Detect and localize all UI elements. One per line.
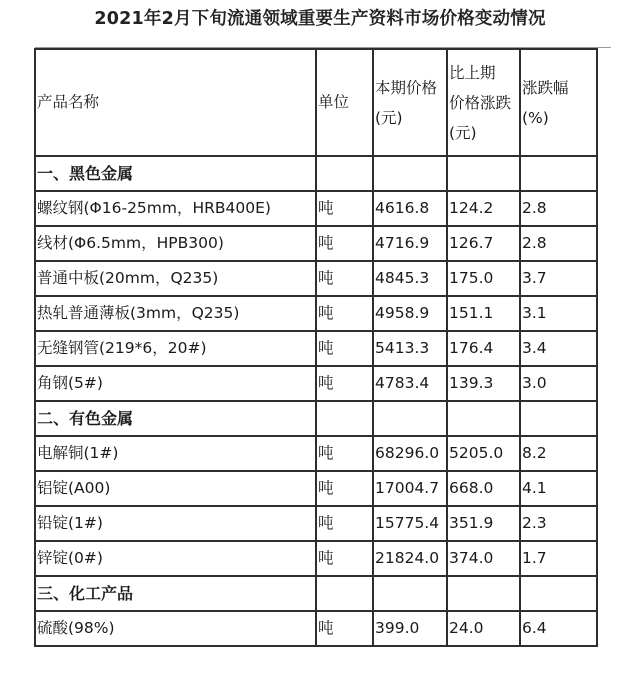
table-header-row <box>35 49 597 156</box>
cell-change: 5205.0 <box>447 436 520 471</box>
cell-product-name: 无缝钢管(219*6，20#) <box>35 331 316 366</box>
cell-unit: 吨 <box>316 436 373 471</box>
header-current-price-line2: (元) <box>375 108 403 127</box>
cell-price: 4716.9 <box>373 226 447 261</box>
cell-unit: 吨 <box>316 331 373 366</box>
cell-unit: 吨 <box>316 471 373 506</box>
cell-change: 139.3 <box>447 366 520 401</box>
cell-change: 668.0 <box>447 471 520 506</box>
table-row <box>35 506 597 541</box>
cell-pct: 6.4 <box>520 611 597 646</box>
cell-unit: 吨 <box>316 366 373 401</box>
table-row <box>35 541 597 576</box>
table-row <box>35 296 597 331</box>
header-product-name: 产品名称 <box>35 49 316 156</box>
cell-unit: 吨 <box>316 296 373 331</box>
cell-pct: 2.8 <box>520 191 597 226</box>
cell-pct: 3.0 <box>520 366 597 401</box>
table-row <box>35 261 597 296</box>
cell-change: 124.2 <box>447 191 520 226</box>
cell-price <box>373 576 447 611</box>
header-change-percent-line1: 涨跌幅 <box>522 78 569 97</box>
cell-change <box>447 576 520 611</box>
category-name: 二、有色金属 <box>35 401 316 436</box>
page-title: 2021年2月下旬流通领域重要生产资料市场价格变动情况 <box>94 9 546 29</box>
cell-change: 175.0 <box>447 261 520 296</box>
cell-product-name: 硫酸(98%) <box>35 611 316 646</box>
table-row <box>35 226 597 261</box>
cell-unit: 吨 <box>316 261 373 296</box>
cell-product-name: 普通中板(20mm，Q235) <box>35 261 316 296</box>
cell-product-name: 铅锭(1#) <box>35 506 316 541</box>
cell-change: 351.9 <box>447 506 520 541</box>
cell-pct: 3.1 <box>520 296 597 331</box>
cell-change: 374.0 <box>447 541 520 576</box>
cell-pct: 8.2 <box>520 436 597 471</box>
cell-pct <box>520 156 597 191</box>
category-name: 一、黑色金属 <box>35 156 316 191</box>
cell-price: 399.0 <box>373 611 447 646</box>
cell-product-name: 线材(Φ6.5mm，HPB300) <box>35 226 316 261</box>
cell-change <box>447 401 520 436</box>
cell-pct <box>520 576 597 611</box>
table-row <box>35 191 597 226</box>
cell-pct: 1.7 <box>520 541 597 576</box>
cell-change: 176.4 <box>447 331 520 366</box>
header-price-change-line1: 比上期 <box>449 63 496 82</box>
cell-pct: 3.4 <box>520 331 597 366</box>
category-row <box>35 156 597 191</box>
cell-unit: 吨 <box>316 541 373 576</box>
price-table <box>34 48 598 647</box>
cell-pct <box>520 401 597 436</box>
cell-product-name: 电解铜(1#) <box>35 436 316 471</box>
category-row <box>35 576 597 611</box>
cell-price: 17004.7 <box>373 471 447 506</box>
header-current-price <box>373 49 447 156</box>
cell-price: 4958.9 <box>373 296 447 331</box>
cell-change: 151.1 <box>447 296 520 331</box>
cell-price: 21824.0 <box>373 541 447 576</box>
category-row <box>35 401 597 436</box>
header-change-percent <box>520 49 597 156</box>
header-price-change <box>447 49 520 156</box>
cell-price <box>373 156 447 191</box>
table-row <box>35 611 597 646</box>
cell-pct: 3.7 <box>520 261 597 296</box>
cell-unit: 吨 <box>316 226 373 261</box>
cell-price: 4783.4 <box>373 366 447 401</box>
table-row <box>35 471 597 506</box>
cell-unit: 吨 <box>316 191 373 226</box>
cell-product-name: 角钢(5#) <box>35 366 316 401</box>
cell-product-name: 螺纹钢(Φ16-25mm，HRB400E) <box>35 191 316 226</box>
cell-pct: 4.1 <box>520 471 597 506</box>
header-change-percent-line2: (%) <box>522 108 549 127</box>
table-row <box>35 331 597 366</box>
cell-unit <box>316 156 373 191</box>
cell-product-name: 锌锭(0#) <box>35 541 316 576</box>
header-price-change-line3: (元) <box>449 123 477 142</box>
cell-price: 4845.3 <box>373 261 447 296</box>
cell-change: 126.7 <box>447 226 520 261</box>
table-row <box>35 436 597 471</box>
cell-price: 15775.4 <box>373 506 447 541</box>
cell-pct: 2.3 <box>520 506 597 541</box>
cell-price <box>373 401 447 436</box>
cell-unit: 吨 <box>316 611 373 646</box>
cell-unit: 吨 <box>316 506 373 541</box>
category-name: 三、化工产品 <box>35 576 316 611</box>
cell-pct: 2.8 <box>520 226 597 261</box>
header-current-price-line1: 本期价格 <box>375 78 438 97</box>
table-row <box>35 366 597 401</box>
cell-product-name: 铝锭(A00) <box>35 471 316 506</box>
cell-product-name: 热轧普通薄板(3mm，Q235) <box>35 296 316 331</box>
header-unit: 单位 <box>316 49 373 156</box>
cell-unit <box>316 576 373 611</box>
cell-change: 24.0 <box>447 611 520 646</box>
cell-change <box>447 156 520 191</box>
cell-price: 68296.0 <box>373 436 447 471</box>
cell-price: 5413.3 <box>373 331 447 366</box>
cell-price: 4616.8 <box>373 191 447 226</box>
header-price-change-line2: 价格涨跌 <box>449 93 512 112</box>
cell-unit <box>316 401 373 436</box>
